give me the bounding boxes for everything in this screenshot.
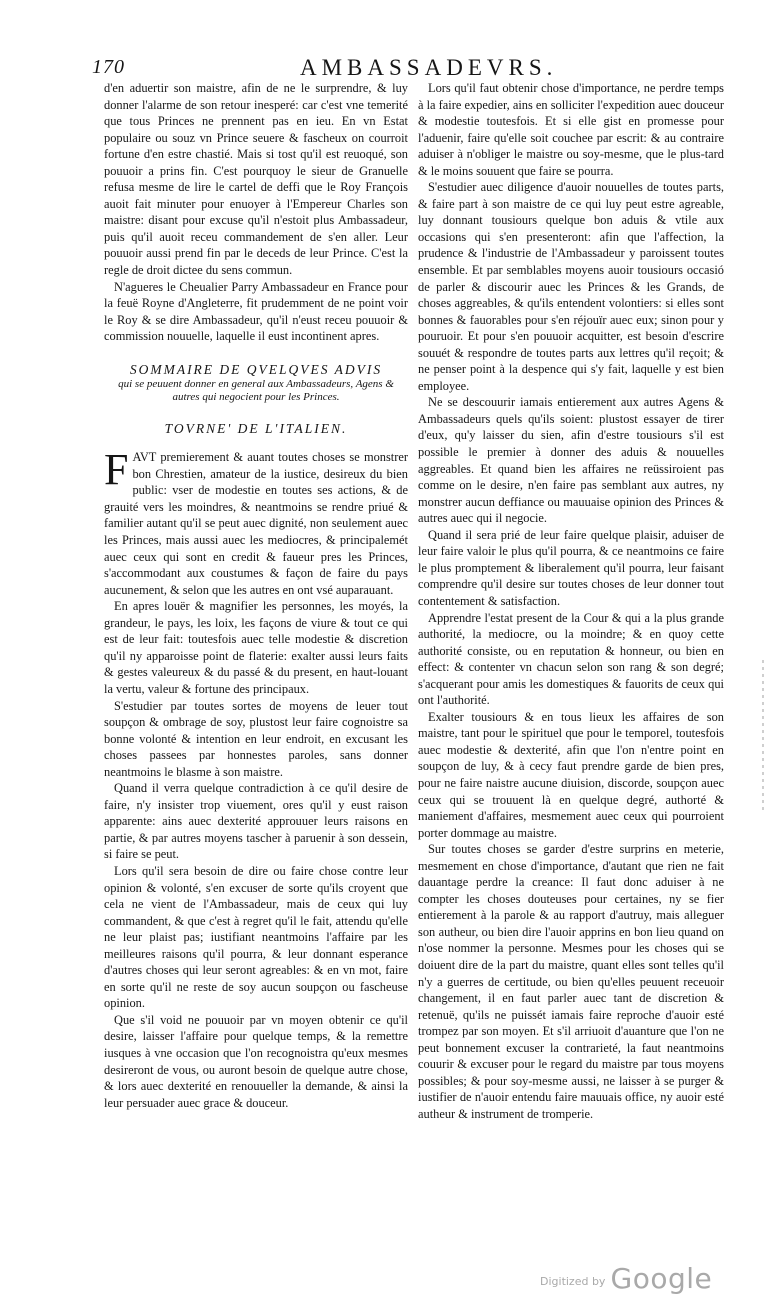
paragraph: [104, 445, 408, 598]
right-column: [418, 80, 724, 1122]
page-number: 170: [92, 56, 125, 78]
paragraph: Quand il verra quelque contradiction à ce qu'il desire de faire, n'y insister trop viuement, ores qu'il y eust raison apparente: ains auec dexterité approuuer leurs raisons en partie, & par autres moyens tascher à paruenir à son dessein, si faire se peut.: [104, 781, 408, 862]
paragraph-text: AVT premierement & auant toutes choses se monstrer bon Chrestien, amateur de la iustice, desireux du bien public: vser de modestie en toutes ses actions, & de grauité vers les moindres, & neantmoins se rendre priué & familier autant qu'il se peut auec dignité, non seulement auec les Princes, mais aussi auec les mediocres, & principalemét auec ceux qui sont en credit & faueur pres les Princes, s'accommodant aux coustumes & façon de faire du pays aucunement, & selon que les autres en ont vsé auparauant.: [104, 450, 408, 597]
paragraph: N'agueres le Cheualier Parry Ambassadeur en France pour la feuë Royne d'Angleterre, fit prudemment de ne point voir le Roy & se dire Ambassadeur, qu'il n'eust receu pouuoir & commission nouuelle, laquelle il eust incontinent apres.: [104, 279, 408, 344]
paragraph: Lors qu'il faut obtenir chose d'importance, ne perdre temps à la faire expedier, ains en solliciter l'expedition auec douceur & modestie toutesfois. Et si elle gist en promesse pour l'aduenir, faire qu'elle soit couchee par escrit: & au contraire aduiser à n'obliger le maistre ou soy-mesme, que le plus-tard & le moins souuent que faire se pourra.: [418, 81, 724, 178]
paragraph: Apprendre l'estat present de la Cour & qui a la plus grande authorité, la mediocre, ou la moindre; & en quoy cette authorité consiste, ou en reputation & honneur, ou bien en effect: & contenter vn chacun selon son rang & son degré; s'acquerant pour amis les domestiques & fauorits de ceux qui ont l'authorité.: [418, 610, 724, 708]
section-title: SOMMAIRE DE QVELQVES ADVIS: [129, 361, 383, 377]
paragraph: Ne se descouurir iamais entierement aux autres Agens & Ambassadeurs quels qu'ils soient: plustost essayer de tirer d'eux, qu'y laisser du sien, afin d'estre tousiours s'il est possible le premier à donner des aduis & nouuelles aggreables. Et quand bien les affaires ne reüssiroient pas comme on le desire, n'en faire pas semblant aux autres, ny monstrer aucun deffiance ou mauuaise opinion des Princes & autres auec qui il negocie.: [418, 395, 724, 526]
running-title: AMBASSADEVRS.: [300, 55, 558, 80]
drop-cap: F: [104, 445, 129, 495]
watermark-prefix: Digitized by: [540, 1275, 606, 1288]
section-subtitle: qui se peuuent donner en general aux Ambassadeurs, Agens & autres qui negocient pour les Princes.: [118, 377, 394, 404]
paragraph: Sur toutes choses se garder d'estre surprins en meterie, mesmement en chose d'importance, d'autant que rien ne fait dauantage perdre la creance: Il faut donc aduiser à ne compter les choses douteuses pour certaines, ny se fier entierement à la parole & au rapport d'autruy, mais alleguer son autheur, ou bien dire l'auoir apprins en bon lieu quand on n'ose nommer la personne. Mesmes pour les choses qui se doiuent dire de la part du maistre, quant elles sont telles qu'il n'y a guerres de certitude, ou bien qu'elles peuuent receuoir changement, il en faut parler auec tant de discretion & retenuë, qu'ils ne puissét iamais faire reproche d'auoir esté trompez par son moyen. Et s'il arriuoit d'auanture que l'on ne peut bonnement excuser la contrarieté, la faut neantmoins couurir & excuser pour le regard du maistre par tous moyens possibles; & pour soy-mesme aussi, ne laisser à se purger & iustifier de n'auoir entendu faire mauuais office, ny auoir esté autheur & instrument de tromperie.: [418, 842, 724, 1121]
digitization-watermark: [540, 1262, 712, 1295]
paragraph: S'estudier auec diligence d'auoir nouuelles de toutes parts, & faire part à son maistre de ce qui luy peut estre agreable, luy donnant tousiours quelque bon aduis & vtile aux occasions qui s'en presenteront: afin que l'affection, la prudence & l'industrie de l'Ambassadeur y paroissent toutes ensemble. Et par semblables moyens auoir tousiours occasió de parler & discourir auec les Princes & les Grands, de choses aggreables, & qu'ils entendent volontiers: si elles sont bonnes & fauorables pour s'en réjouïr auec eux; sinon pour y pouruoir. Et pour s'en pouuoir acquitter, est besoin d'escrire souuét & respondre de toutes parts aux lettres qu'il reçoit; & ne penser point à la despence qui s'y fait, laquelle y est bien employee.: [418, 180, 724, 393]
paragraph: d'en aduertir son maistre, afin de ne le surprendre, & luy donner l'alarme de son retour inesperé: car c'est vne temerité que tous Princes ne prennent pas en ieu. En vn Estat populaire ou souz vn Prince seuere & fascheux on courroit fortune d'en estre chastié. Mais si tost qu'il est reuoqué, son pouuoir a prins fin. C'est pourquoy le sieur de Granuelle refusa mesme de lire le cartel de deffi que le Roy François auoit fait minuter pour enuoyer à l'Empereur Charles son maistre: disant pour excuse qu'il n'estoit plus Ambassadeur, puis qu'il auoit receu commandement de s'en aller. Leur pouuoir aussi prend fin par le deceds de leur Prince. C'est la regle de droit dictee du sens commun.: [104, 81, 408, 278]
paragraph: S'estudier par toutes sortes de moyens de leuer tout soupçon & ombrage de soy, plustost leur faire cognoistre sa bonne volonté & intention en leur endroit, en excusant les choses passees par honnestes paroles, sans donner neantmoins le blasme à son maistre.: [104, 698, 408, 779]
paragraph: Lors qu'il sera besoin de dire ou faire chose contre leur opinion & volonté, s'en excuser de sorte qu'ils croyent que cela ne vient de l'Ambassadeur, mais de ceux qui luy commandent, & que c'est à regret qu'il le fait, attendu qu'elle ne leur plaist pas; iustifiant neantmoins l'affaire par les meilleures raisons qu'il pourra, & leur donnant esperance d'autres choses qui leur seront agreables: & en vn mot, faire en sorte qu'il ne reste de soy aucun soupçon ou fascheuse opinion.: [104, 863, 408, 1011]
left-column: [104, 80, 408, 1111]
watermark-brand: Google: [610, 1262, 713, 1295]
page-edge-artifact: [762, 660, 764, 810]
paragraph: En apres louër & magnifier les personnes, les moyés, la grandeur, le pays, les loix, les façons de viure & tout ce qui est de leur fait: toutesfois auec telle modestie & discretion qu'il ny apparoisse point de flaterie: exalter aussi leurs faits & gestes valeureux & du passé & du present, en haut-louant la vertu, valeur & fortune des principaux.: [104, 599, 408, 696]
chapter-title: TOVRNE' DE L'ITALIEN.: [164, 420, 348, 436]
paragraph: Que s'il void ne pouuoir par vn moyen obtenir ce qu'il desire, laisser l'affaire pour quelque temps, & la remettre iusques à vne occasion que l'on recognoistra qu'eux mesmes desireront de vous, ou auront besoin de quelque autre chose, & lors auec dexterité en renouueller la demande, & ainsi la leur persuader auec grace & douceur.: [104, 1012, 408, 1110]
paragraph: Quand il sera prié de leur faire quelque plaisir, aduiser de leur faire valoir le plus qu'il pourra, & ce neantmoins ce faire le plus promptement & liberalement qu'il pourra, leur faisant comprendre qu'il desire sur toutes choses de leur donner tout contentement & satisfaction.: [418, 527, 724, 608]
paragraph: Exalter tousiours & en tous lieux les affaires de son maistre, tant pour le spirituel que pour le temporel, toutesfois auec modestie & dexterité, afin que l'on n'entre point en soupçon de luy, & à cecy faut prendre garde de bien pres, pour ne faire naistre aucune diuision, discorde, soupçon auec ceux qui se trouuent là en quelque degré, authorté & maniement d'affaires, mesmement auec ceux qui pourroient porter dommage au maistre.: [418, 709, 724, 840]
